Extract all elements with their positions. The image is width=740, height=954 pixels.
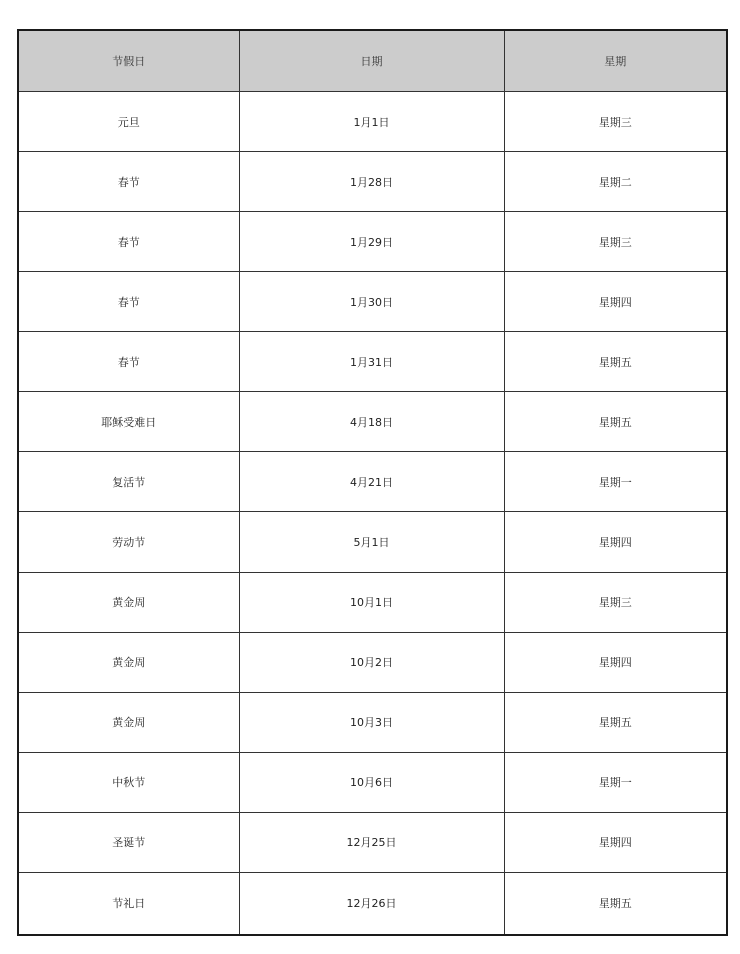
table-row [18,452,727,512]
table-header [18,30,727,92]
header-row [18,30,727,92]
date-cell: 4月21日 [239,452,504,512]
weekday-cell: 星期一 [504,752,727,812]
date-cell: 1月29日 [239,212,504,272]
holiday-cell: 春节 [18,212,239,272]
weekday-cell: 星期三 [504,92,727,152]
table-row [18,212,727,272]
table-row [18,572,727,632]
weekday-cell: 星期五 [504,332,727,392]
holiday-cell: 耶稣受难日 [18,392,239,452]
table-row [18,512,727,572]
holiday-cell: 元旦 [18,92,239,152]
weekday-cell: 星期五 [504,692,727,752]
holiday-cell: 黄金周 [18,632,239,692]
holiday-table [17,29,728,936]
date-cell: 1月30日 [239,272,504,332]
date-cell: 12月26日 [239,872,504,935]
holiday-cell: 黄金周 [18,572,239,632]
date-cell: 4月18日 [239,392,504,452]
holiday-cell: 春节 [18,272,239,332]
date-cell: 10月2日 [239,632,504,692]
table-body [18,92,727,936]
holiday-cell: 圣诞节 [18,812,239,872]
holiday-cell: 春节 [18,332,239,392]
date-cell: 1月31日 [239,332,504,392]
holiday-cell: 春节 [18,152,239,212]
header-holiday: 节假日 [18,30,239,92]
table-row [18,812,727,872]
table-row [18,392,727,452]
table-row [18,752,727,812]
date-cell: 12月25日 [239,812,504,872]
table-row [18,272,727,332]
weekday-cell: 星期三 [504,572,727,632]
table-row [18,92,727,152]
holiday-cell: 节礼日 [18,872,239,935]
weekday-cell: 星期四 [504,272,727,332]
table-row [18,332,727,392]
weekday-cell: 星期四 [504,632,727,692]
weekday-cell: 星期一 [504,452,727,512]
table-row [18,692,727,752]
date-cell: 1月1日 [239,92,504,152]
holiday-cell: 中秋节 [18,752,239,812]
table-row [18,872,727,935]
date-cell: 10月6日 [239,752,504,812]
header-date: 日期 [239,30,504,92]
date-cell: 10月1日 [239,572,504,632]
weekday-cell: 星期五 [504,872,727,935]
holiday-cell: 劳动节 [18,512,239,572]
weekday-cell: 星期三 [504,212,727,272]
date-cell: 5月1日 [239,512,504,572]
weekday-cell: 星期四 [504,512,727,572]
holiday-cell: 复活节 [18,452,239,512]
date-cell: 10月3日 [239,692,504,752]
weekday-cell: 星期二 [504,152,727,212]
table-row [18,152,727,212]
weekday-cell: 星期五 [504,392,727,452]
holiday-cell: 黄金周 [18,692,239,752]
table-row [18,632,727,692]
header-weekday: 星期 [504,30,727,92]
weekday-cell: 星期四 [504,812,727,872]
date-cell: 1月28日 [239,152,504,212]
